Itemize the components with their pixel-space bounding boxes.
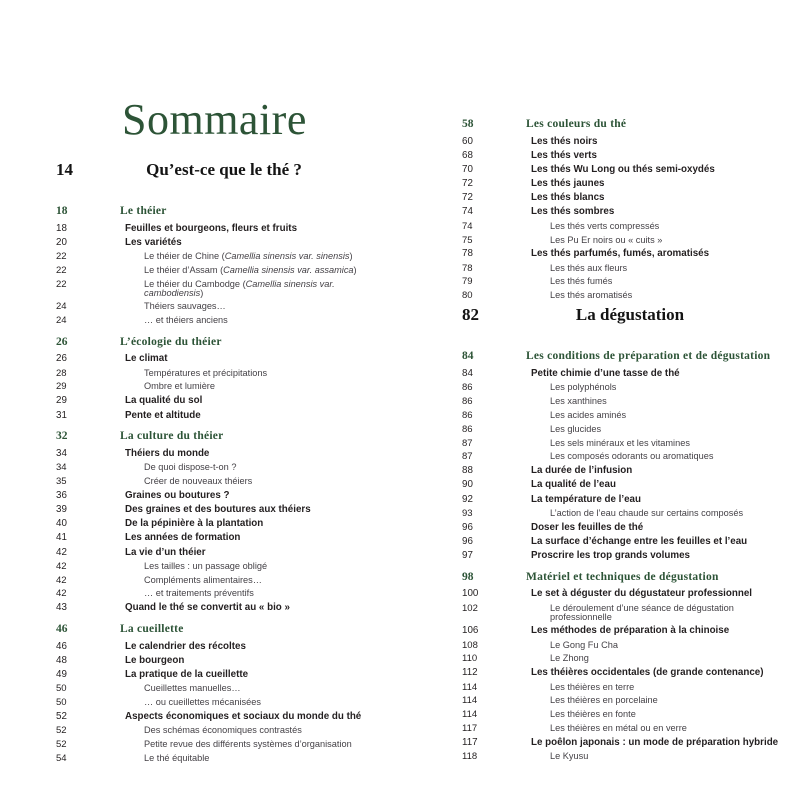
toc-entry-title: Les thés Wu Long ou thés semi-oxydés [531, 163, 715, 175]
toc-page-number: 87 [462, 451, 473, 463]
toc-entry-title: … ou cueillettes mécanisées [144, 697, 261, 708]
toc-entry-row-level1[interactable] [462, 523, 792, 533]
toc-entry-title: Les théières en fonte [550, 709, 636, 720]
toc-section-row[interactable] [56, 624, 386, 636]
toc-entry-title: Les thés verts [531, 149, 597, 161]
toc-page-number: 79 [462, 276, 473, 288]
toc-entry-row-level2[interactable] [462, 752, 792, 762]
toc-page-number: 40 [56, 518, 67, 530]
toc-entry-row-level1[interactable] [462, 668, 792, 678]
toc-entry-row-level2[interactable] [462, 604, 792, 622]
toc-entry-title: De quoi dispose-t-on ? [144, 461, 237, 472]
toc-chapter-row[interactable] [56, 160, 386, 180]
toc-entry-title: Le Gong Fu Cha [550, 639, 618, 650]
toc-page-number: 117 [462, 737, 478, 749]
toc-entry-row-level1[interactable] [462, 537, 792, 547]
toc-entry-row-level1[interactable] [462, 369, 792, 379]
toc-entry-row-level1[interactable] [462, 137, 792, 147]
toc-entry-title: Le théier du Cambodge (Camellia sinensis var. cambodiensis) [144, 278, 335, 298]
toc-entry-row-level1[interactable] [462, 626, 792, 636]
toc-page-number: 98 [462, 570, 474, 583]
toc-page-number: 18 [56, 205, 68, 217]
toc-page-number: 48 [56, 654, 67, 666]
toc-entry-row-level1[interactable] [462, 165, 792, 175]
toc-entry-row-level2[interactable] [462, 509, 792, 519]
toc-entry-title: Le déroulement d’une séance de dégustation professionnelle [550, 602, 734, 622]
toc-page-number: 42 [56, 574, 67, 586]
toc-entry-row-level2[interactable] [56, 302, 386, 312]
toc-page-number: 24 [56, 315, 67, 327]
toc-entry-title: La qualité de l’eau [531, 479, 616, 491]
toc-entry-row-level1[interactable] [462, 466, 792, 476]
toc-page-number: 112 [462, 667, 478, 679]
toc-entry-row-level2[interactable] [56, 252, 386, 262]
toc-page-number: 84 [462, 350, 474, 363]
toc-page-number: 43 [56, 602, 67, 614]
toc-page-number: 22 [56, 278, 67, 290]
toc-entry-row-level1[interactable] [56, 603, 386, 613]
toc-entry-title: Les thés verts compressés [550, 220, 660, 231]
toc-page-number: 86 [462, 395, 473, 407]
toc-entry-row-level2[interactable] [462, 264, 792, 274]
toc-page-number: 117 [462, 723, 478, 735]
toc-entry-title: Aspects économiques et sociaux du monde du thé [125, 711, 362, 723]
toc-entry-row-level2[interactable] [462, 710, 792, 720]
toc-page-number: 114 [462, 695, 478, 707]
toc-entry-title: Les thés noirs [531, 135, 598, 147]
page-title: Sommaire [122, 95, 307, 144]
toc-entry-title: Les thés aux fleurs [550, 262, 628, 273]
toc-entry-title: … et traitements préventifs [144, 588, 254, 599]
toc-page-number: 31 [56, 409, 67, 421]
toc-page-number: 50 [56, 697, 67, 709]
toc-page-number: 58 [462, 118, 474, 130]
toc-entry-title: Compléments alimentaires… [144, 574, 262, 585]
toc-page-number: 88 [462, 465, 473, 477]
toc-entry-title: Le set à déguster du dégustateur professionnel [531, 588, 753, 600]
toc-entry-title: La qualité du sol [125, 395, 203, 407]
toc-entry-title: Températures et précipitations [144, 367, 268, 378]
toc-page-number: 42 [56, 546, 67, 558]
toc-chapter-page-number: 14 [56, 160, 73, 179]
toc-entry-title: L’action de l’eau chaude sur certains composés [550, 507, 744, 518]
toc-entry-row-level1[interactable] [462, 495, 792, 505]
toc-entry-row-level2[interactable] [56, 369, 386, 379]
toc-page-number: 68 [462, 149, 473, 161]
toc-entry-title: La durée de l’infusion [531, 465, 633, 477]
toc-page-number: 41 [56, 532, 67, 544]
toc-entry-title: La culture du théier [120, 430, 224, 443]
toc-page-number: 32 [56, 430, 68, 443]
toc-entry-row-level1[interactable] [462, 249, 792, 259]
toc-entry-row-level1[interactable] [462, 589, 792, 599]
toc-page-number: 84 [462, 367, 473, 379]
toc-entry-title: Les thés sombres [531, 206, 615, 218]
toc-entry-title: Des graines et des boutures aux théiers [125, 503, 311, 515]
toc-page-number: 36 [56, 489, 67, 501]
toc-page-number: 29 [56, 381, 67, 393]
toc-page-number: 29 [56, 395, 67, 407]
toc-entry-row-level2[interactable] [462, 222, 792, 232]
toc-page-number: 110 [462, 653, 478, 665]
toc-entry-row-level2[interactable] [462, 383, 792, 393]
toc-entry-title: Les glucides [550, 423, 602, 434]
toc-chapter-title: La dégustation [575, 305, 685, 325]
toc-page-number: 60 [462, 135, 473, 147]
toc-page-number: 34 [56, 461, 67, 473]
toc-entry-title: La pratique de la cueillette [125, 669, 249, 681]
toc-entry-row-level2[interactable] [56, 576, 386, 586]
toc-entry-row-level2[interactable] [462, 277, 792, 287]
toc-page-number: 93 [462, 507, 473, 519]
toc-entry-title: Les polyphénols [550, 381, 617, 392]
toc-page-number: 72 [462, 178, 473, 190]
toc-entry-row-level1[interactable] [56, 354, 386, 364]
toc-page-number: 106 [462, 625, 479, 637]
toc-entry-row-level1[interactable] [462, 179, 792, 189]
toc-page-number: 96 [462, 535, 473, 547]
toc-entry-title: Les thés fumés [550, 276, 613, 287]
toc-entry-title: Le bourgeon [125, 654, 185, 666]
toc-entry-title: La cueillette [120, 623, 184, 636]
toc-entry-title: Le poêlon japonais : un mode de préparation hybride [531, 737, 779, 749]
toc-page-number: 118 [462, 751, 478, 763]
toc-entry-title: Le Zhong [550, 653, 589, 664]
toc-chapter-title: Qu’est-ce que le thé ? [146, 160, 302, 179]
toc-entry-row-level2[interactable] [462, 236, 792, 246]
toc-entry-title: Matériel et techniques de dégustation [526, 570, 719, 583]
toc-entry-title: Feuilles et bourgeons, fleurs et fruits [125, 222, 298, 234]
toc-entry-row-level1[interactable] [56, 642, 386, 652]
toc-page-number: 18 [56, 222, 67, 234]
toc-page-number: 52 [56, 711, 67, 723]
toc-entry-title: Les théières occidentales (de grande contenance) [531, 667, 764, 679]
toc-entry-row-level2[interactable] [462, 641, 792, 651]
toc-page-number: 39 [56, 503, 67, 515]
toc-entry-title: Les acides aminés [550, 409, 627, 420]
toc-entry-row-level1[interactable] [56, 396, 386, 406]
toc-entry-title: Les couleurs du thé [526, 118, 627, 130]
toc-entry-row-level2[interactable] [56, 382, 386, 392]
toc-entry-row-level2[interactable] [56, 316, 386, 326]
toc-chapter-page-number: 82 [462, 305, 479, 325]
toc-entry-row-level1[interactable] [462, 551, 792, 561]
toc-entry-row-level2[interactable] [462, 683, 792, 693]
toc-page-number: 70 [462, 163, 473, 175]
toc-page-number: 72 [462, 192, 473, 204]
toc-entry-row-level2[interactable] [56, 477, 386, 487]
toc-entry-row-level1[interactable] [56, 449, 386, 459]
toc-entry-row-level2[interactable] [462, 696, 792, 706]
toc-page-number: 46 [56, 623, 68, 636]
toc-entry-title: Petite revue des différents systèmes d’organisation [144, 739, 352, 750]
toc-entry-title: Le théier d’Assam (Camellia sinensis var. assamica) [144, 264, 357, 275]
toc-page-number: 42 [56, 588, 67, 600]
toc-entry-title: Les tailles : un passage obligé [144, 560, 268, 571]
toc-entry-row-level2[interactable] [56, 266, 386, 276]
toc-entry-title: Les thés parfumés, fumés, aromatisés [531, 248, 710, 260]
toc-page-number: 52 [56, 739, 67, 751]
toc-page-number: 86 [462, 409, 473, 421]
toc-page-number: 22 [56, 250, 67, 262]
toc-entry-title: Proscrire les trop grands volumes [531, 550, 690, 562]
toc-entry-title: La surface d’échange entre les feuilles et l’eau [531, 535, 748, 547]
toc-entry-row-level1[interactable] [56, 712, 386, 722]
toc-page-number: 114 [462, 681, 478, 693]
toc-entry-row-level1[interactable] [462, 193, 792, 203]
toc-page-number: 86 [462, 423, 473, 435]
toc-entry-row-level1[interactable] [56, 656, 386, 666]
toc-page-number: 20 [56, 236, 67, 248]
toc-entry-title: Les théières en porcelaine [550, 695, 658, 706]
toc-page-number: 35 [56, 475, 67, 487]
toc-entry-row-level1[interactable] [56, 505, 386, 515]
toc-entry-title: Les méthodes de préparation à la chinoise [531, 625, 730, 637]
toc-column-right [462, 108, 792, 766]
toc-page-number: 42 [56, 560, 67, 572]
toc-entry-title: Les théières en terre [550, 681, 635, 692]
toc-entry-title: De la pépinière à la plantation [125, 518, 264, 530]
toc-page-number: 97 [462, 550, 473, 562]
toc-entry-title: L’écologie du théier [120, 335, 222, 348]
toc-entry-row-level1[interactable] [56, 533, 386, 543]
toc-entry-row-level2[interactable] [462, 291, 792, 301]
toc-section-row[interactable] [462, 119, 792, 131]
toc-page-number: 50 [56, 683, 67, 695]
toc-page-number: 52 [56, 725, 67, 737]
toc-entry-title: Le théier [120, 205, 167, 217]
toc-entry-row-level2[interactable] [56, 463, 386, 473]
toc-entry-title: Les xanthines [550, 395, 607, 406]
toc-page-number: 114 [462, 709, 478, 721]
toc-entry-row-level2[interactable] [462, 411, 792, 421]
toc-entry-row-level1[interactable] [56, 670, 386, 680]
toc-entry-row-level2[interactable] [56, 754, 386, 764]
toc-section-row[interactable] [462, 351, 792, 363]
toc-entry-title: Des schémas économiques contrastés [144, 725, 302, 736]
toc-entry-title: Théiers du monde [125, 447, 210, 459]
toc-column-left [56, 160, 386, 768]
toc-entry-title: Les thés jaunes [531, 178, 605, 190]
latin-binomial: Camellia sinensis var. assamica [223, 264, 354, 275]
toc-page-number: 26 [56, 353, 67, 365]
toc-page-number: 102 [462, 602, 478, 614]
toc-page-number: 22 [56, 264, 67, 276]
toc-entry-title: Graines ou boutures ? [125, 489, 230, 501]
toc-entry-title: Cueillettes manuelles… [144, 683, 241, 694]
toc-entry-title: … et théiers anciens [144, 315, 228, 326]
toc-page-number: 96 [462, 521, 473, 533]
toc-entry-title: Pente et altitude [125, 409, 201, 421]
toc-entry-title: La température de l’eau [531, 493, 641, 505]
toc-page-number: 26 [56, 335, 68, 348]
toc-entry-title: Les Pu Er noirs ou « cuits » [550, 234, 663, 245]
toc-entry-title: Les thés blancs [531, 192, 605, 204]
toc-entry-row-level1[interactable] [462, 151, 792, 161]
toc-entry-title: Le Kyusu [550, 751, 589, 762]
toc-page-number: 78 [462, 248, 473, 260]
toc-entry-row-level2[interactable] [56, 589, 386, 599]
toc-entry-title: Ombre et lumière [144, 381, 215, 392]
toc-page-number: 34 [56, 447, 67, 459]
toc-page-number: 92 [462, 493, 473, 505]
toc-entry-title: Le calendrier des récoltes [125, 640, 246, 652]
toc-page-number: 24 [56, 301, 67, 313]
toc-page-number: 86 [462, 381, 473, 393]
toc-page-number: 108 [462, 639, 478, 651]
toc-entry-title: Les années de formation [125, 532, 241, 544]
toc-entry-title: Petite chimie d’une tasse de thé [531, 367, 680, 379]
toc-section-row[interactable] [56, 206, 386, 218]
toc-entry-row-level2[interactable] [56, 726, 386, 736]
toc-page-number: 78 [462, 262, 473, 274]
toc-entry-title: Le thé équitable [144, 752, 210, 763]
toc-section-row[interactable] [462, 572, 792, 584]
toc-entry-row-level2[interactable] [462, 397, 792, 407]
toc-page-number: 54 [56, 752, 67, 764]
toc-page-number: 28 [56, 367, 67, 379]
toc-entry-row-level2[interactable] [56, 684, 386, 694]
toc-entry-title: Les conditions de préparation et de dégustation [526, 350, 771, 363]
toc-entry-title: Les sels minéraux et les vitamines [550, 437, 690, 448]
toc-entry-row-level2[interactable] [56, 280, 386, 298]
toc-entry-row-level1[interactable] [462, 480, 792, 490]
toc-entry-title: La vie d’un théier [125, 546, 206, 558]
toc-entry-title: Les composés odorants ou aromatiques [550, 451, 714, 462]
toc-page-number: 49 [56, 669, 67, 681]
toc-page-number: 46 [56, 640, 67, 652]
latin-binomial: Camellia sinensis var. sinensis [224, 250, 350, 261]
toc-entry-row-level1[interactable] [56, 238, 386, 248]
toc-entry-row-level2[interactable] [56, 698, 386, 708]
toc-entry-title: Les variétés [125, 236, 182, 248]
toc-entry-title: Les thés aromatisés [550, 290, 633, 301]
toc-entry-title: Créer de nouveaux théiers [144, 475, 253, 486]
toc-entry-title: Quand le thé se convertit au « bio » [125, 602, 290, 614]
toc-entry-title: Le climat [125, 353, 168, 365]
toc-entry-title: Théiers sauvages… [144, 301, 226, 312]
toc-page-number: 74 [462, 206, 473, 218]
toc-entry-row-level1[interactable] [462, 207, 792, 217]
toc-page-number: 87 [462, 437, 473, 449]
toc-entry-row-level2[interactable] [462, 654, 792, 664]
toc-entry-title: Les théières en métal ou en verre [550, 723, 687, 734]
toc-page-number: 90 [462, 479, 473, 491]
toc-entry-title: Le théier de Chine (Camellia sinensis var. sinensis) [144, 250, 353, 261]
toc-entry-row-level1[interactable] [56, 411, 386, 421]
toc-entry-row-level2[interactable] [56, 740, 386, 750]
toc-entry-row-level2[interactable] [462, 724, 792, 734]
toc-entry-row-level2[interactable] [462, 439, 792, 449]
toc-entry-row-level2[interactable] [462, 425, 792, 435]
toc-entry-row-level2[interactable] [56, 562, 386, 572]
toc-chapter-row[interactable] [462, 305, 792, 325]
toc-page-number: 75 [462, 234, 473, 246]
latin-binomial: Camellia sinensis var. cambodiensis [144, 278, 335, 298]
toc-section-row[interactable] [56, 431, 386, 443]
toc-entry-row-level1[interactable] [56, 224, 386, 234]
toc-entry-row-level1[interactable] [56, 491, 386, 501]
toc-entry-row-level1[interactable] [56, 548, 386, 558]
toc-section-row[interactable] [56, 337, 386, 349]
toc-page-number: 74 [462, 220, 473, 232]
toc-entry-row-level1[interactable] [462, 738, 792, 748]
toc-page-number: 80 [462, 290, 473, 302]
toc-entry-title: Doser les feuilles de thé [531, 521, 644, 533]
toc-entry-row-level1[interactable] [56, 519, 386, 529]
toc-page-number: 100 [462, 588, 479, 600]
toc-entry-row-level2[interactable] [462, 452, 792, 462]
